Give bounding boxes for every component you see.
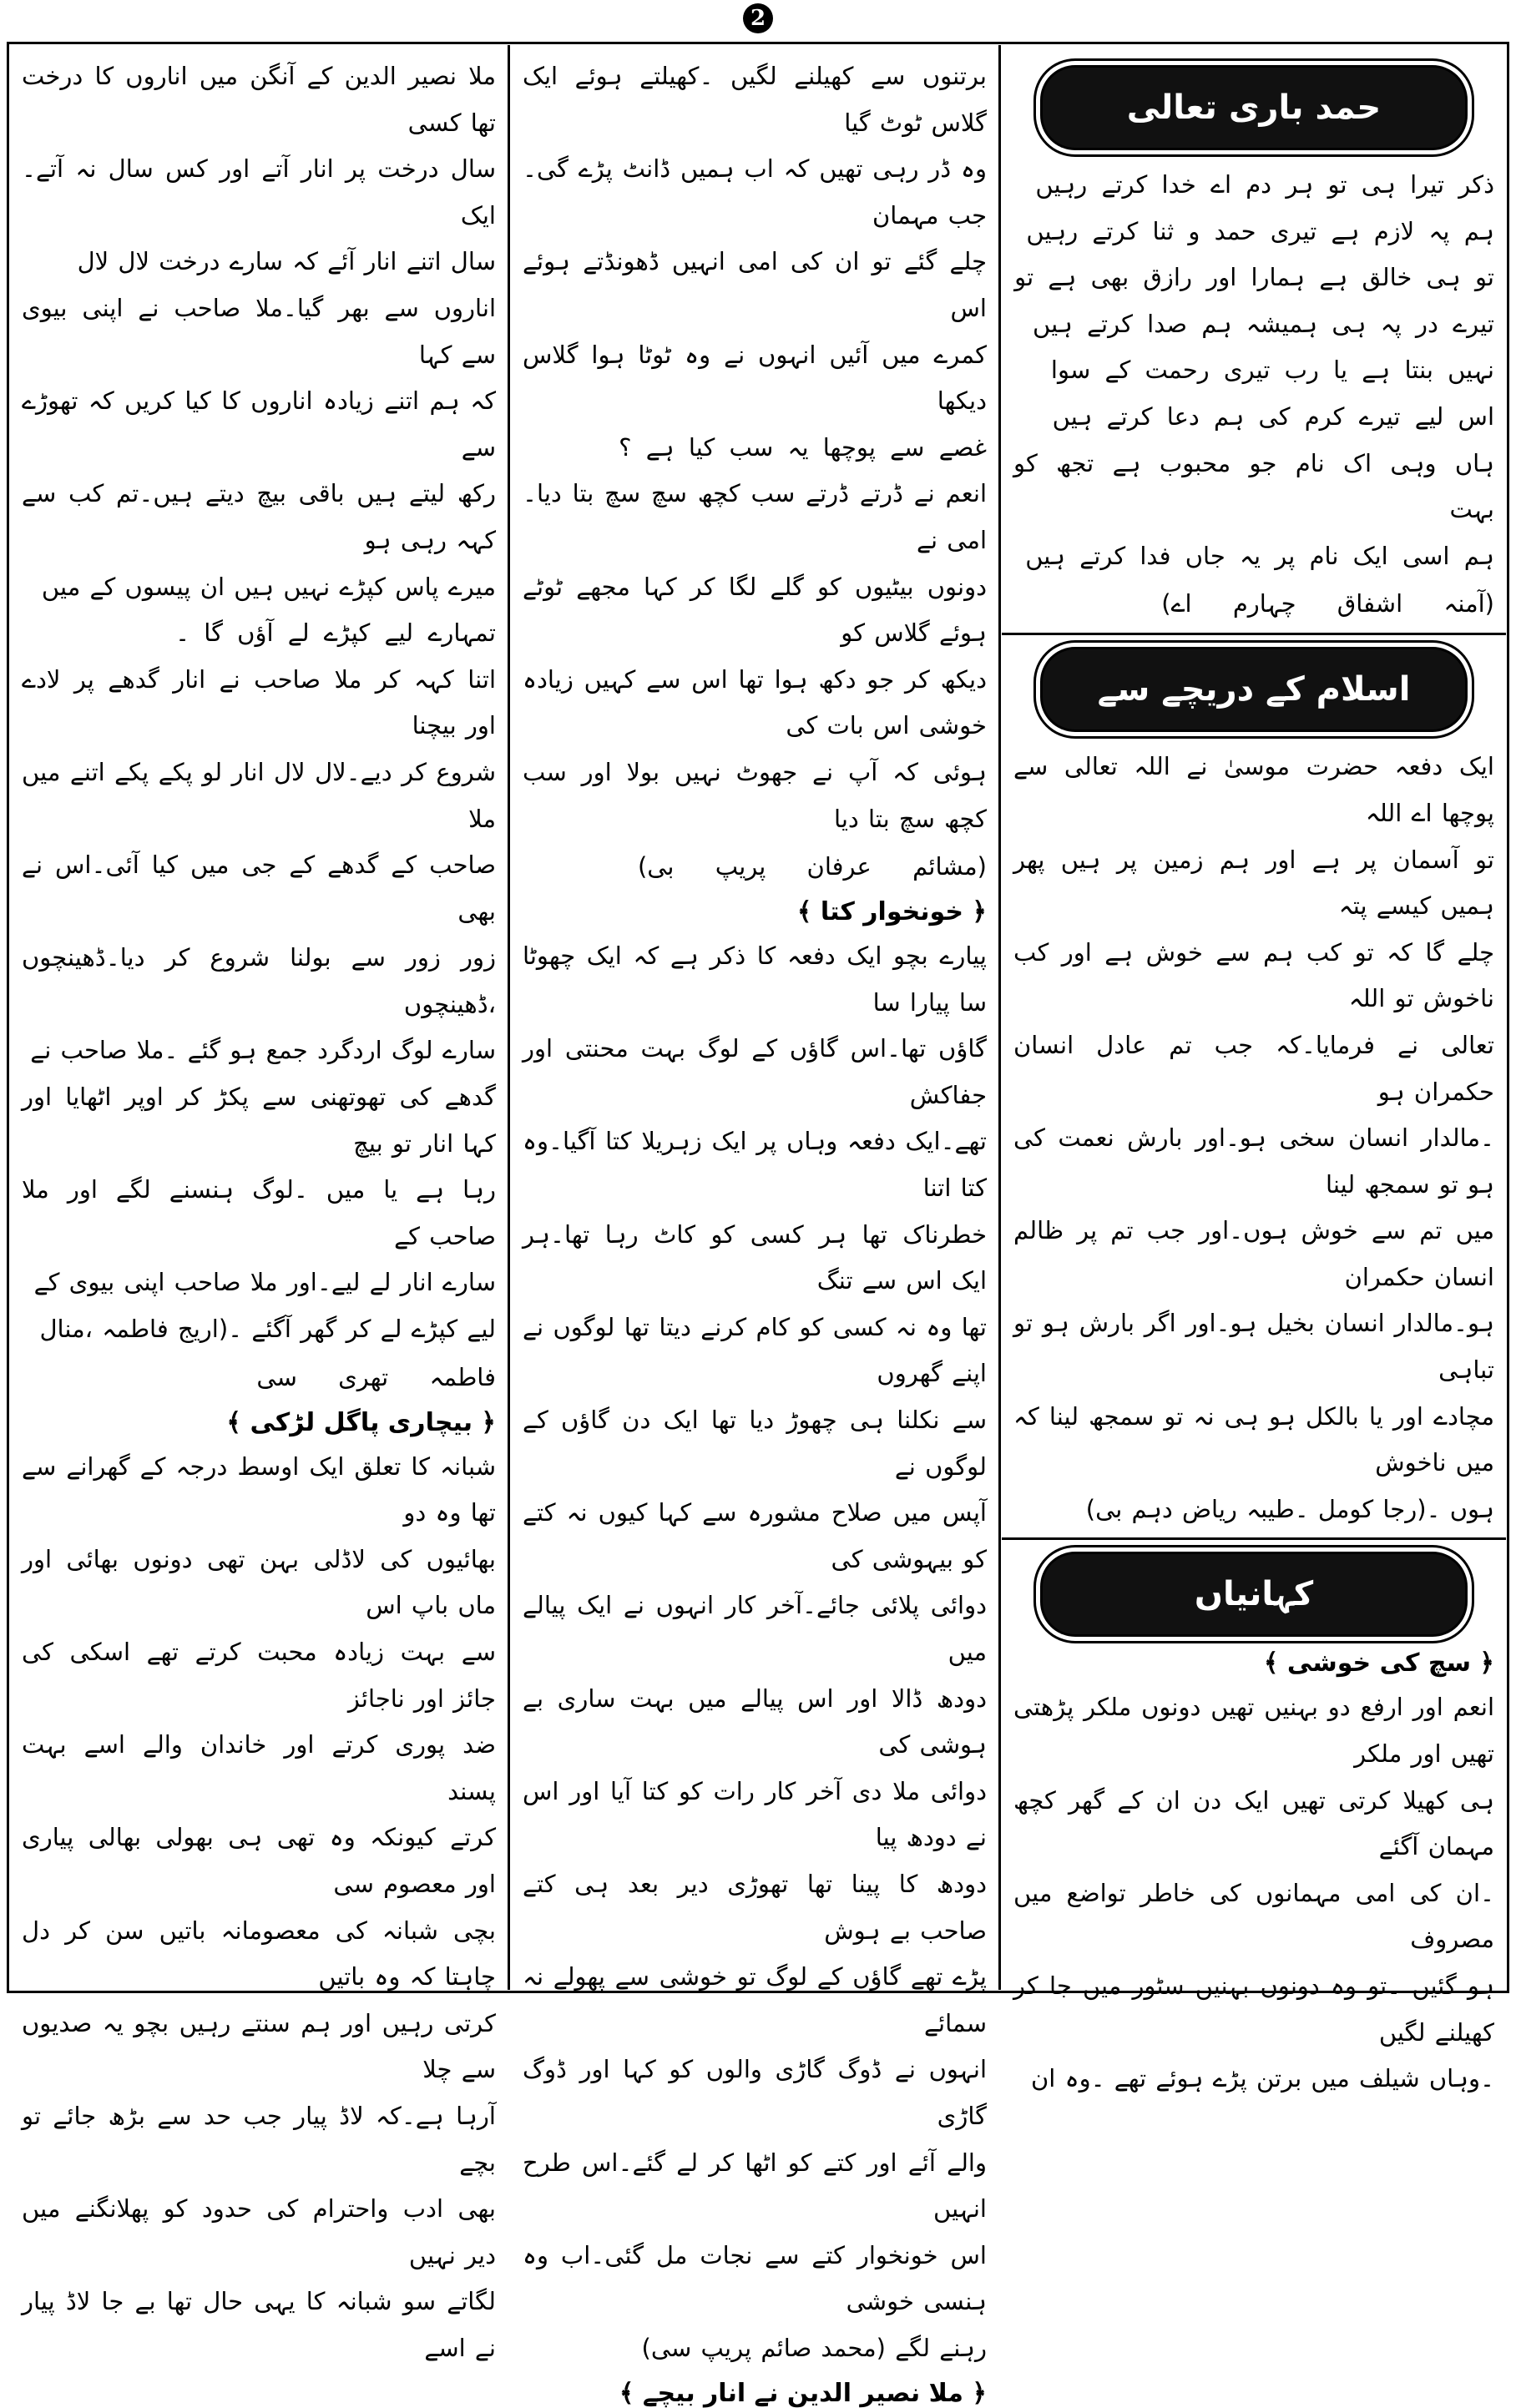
hamd-poem <box>1013 162 1494 579</box>
islam-article <box>1013 744 1494 1532</box>
story-line: سارے انار لے لیے۔اور ملا صاحب اپنی بیوی کے <box>33 1268 496 1297</box>
middle-column <box>511 45 998 2408</box>
story-line: ۔وہاں شیلف میں برتن پڑے ہوئے تھے ۔وہ ان <box>1031 2064 1494 2093</box>
poem-line: اس لیے تیرے کرم کی ہم دعا کرتے ہیں <box>1052 401 1494 431</box>
poem-line: ذکر تیرا ہی تو ہر دم اے خدا کرتے رہیں <box>1035 170 1494 199</box>
story-body <box>1013 1684 1494 2102</box>
page-number: 2 <box>743 3 773 33</box>
story-line: سے بہت زیادہ محبت کرتے تھے اسکی کی جائز اور ناجائز <box>22 1638 496 1713</box>
story-line: ہی کھیلا کرتی تھیں ایک دن ان کے گھر کچھ مہمان آگئے <box>1013 1785 1494 1861</box>
story-line: پڑے تھے گاؤں کے لوگ تو خوشی سے پھولے نہ سمائے <box>523 1962 987 2037</box>
story-line: کمرے میں آئیں انہوں نے وہ ٹوٹا ہوا گلاس دیکھا <box>523 340 987 416</box>
story-line: تمہارے لیے کپڑے لے آؤں گا ۔ <box>175 618 496 648</box>
story-body <box>523 53 987 842</box>
poem-line: ہاں وہی اک نام جو محبوب ہے تجھ کو بہت <box>1013 448 1494 524</box>
story-line: غصے سے پوچھا یہ سب کیا ہے ؟ <box>619 432 987 462</box>
story-line: دونوں بیٹیوں کو گلے لگا کر کہا مجھے ٹوٹے ہوئے گلاس کو <box>523 572 987 648</box>
story-line: برتنوں سے کھیلنے لگیں ۔کھیلتے ہوئے ایک گلاس ٹوٹ گیا <box>523 62 987 137</box>
story-title <box>22 1408 496 1437</box>
article-line: ایک دفعہ حضرت موسیٰ نے اللہ تعالی سے پوچھا اے اللہ <box>1013 752 1494 827</box>
poem-credit: (آمنہ اشفاق چہارم اے) <box>1161 589 1494 618</box>
story-line: دودھ کا پینا تھا تھوڑی دیر بعد ہی کتے صاحب بے ہوش <box>523 1869 987 1945</box>
story-line: چلے گئے تو ان کی امی انہیں ڈھونڈتے ہوئے اس <box>523 247 987 322</box>
poem-line: نہیں بنتا ہے یا رب تیری رحمت کے سوا <box>1050 356 1494 385</box>
story-line: وہ ڈر رہی تھیں کہ اب ہمیں ڈانٹ پڑے گی۔جب مہمان <box>523 154 987 230</box>
story-line: سارے لوگ اردگرد جمع ہو گئے ۔ملا صاحب نے <box>30 1036 496 1065</box>
ornament-bracket: ﴿ <box>972 897 987 927</box>
article-line: تعالی نے فرمایا۔کہ جب تم عادل انسان حکمران ہو <box>1013 1030 1494 1106</box>
story-line: دوائی ملا دی آخر کار رات کو کتا آیا اور اس نے دودھ پیا <box>523 1776 987 1852</box>
article-line: مچادے اور یا بالکل ہو ہی نہ تو سمجھ لینا کہ میں ناخوش <box>1013 1401 1494 1477</box>
story-line: ۔ان کی امی مہمانوں کی خاطر تواضع میں مصروف <box>1013 1878 1494 1954</box>
story-line: والے آئے اور کتے کو اٹھا کر لے گئے۔اس طرح انہیں <box>523 2148 987 2224</box>
story-title <box>523 897 987 926</box>
story-title <box>1013 1648 1494 1678</box>
story-line: ضد پوری کرتے اور خاندان والے اسے بہت پسند <box>22 1730 496 1805</box>
stories-banner: کہانیاں <box>1040 1552 1468 1637</box>
story-body <box>22 53 496 1401</box>
story-credit: (مشائم عرفان پریپ بی) <box>637 852 987 881</box>
story-line: ہوئی کہ آپ نے جھوٹ نہیں بولا اور سب کچھ سچ بتا دیا <box>523 757 987 833</box>
story-line: دوائی پلائی جائے۔آخر کار انہوں نے ایک پیالے میں <box>523 1591 987 1666</box>
left-column <box>10 45 508 2362</box>
story-line: رہنے لگے (محمد صائم پریپ سی) <box>641 2333 987 2362</box>
story-title-text: ملا نصیر الدین نے انار بیچے <box>642 2378 963 2408</box>
story-line: آپس میں صلاح مشورہ سے کہا کیوں نہ کتے کو بیہوشی کی <box>523 1498 987 1573</box>
poem-line: ہم پہ لازم ہے تیری حمد و ثنا کرتے رہیں <box>1026 216 1494 245</box>
islam-banner: اسلام کے دریچے سے <box>1040 647 1468 732</box>
story-title <box>523 2379 987 2408</box>
story-line: خطرناک تھا ہر کسی کو کاٹ رہا تھا۔ہر ایک اس سے تنگ <box>523 1219 987 1295</box>
story-line: ملا نصیر الدین کے آنگن میں اناروں کا درخت تھا کسی <box>22 62 496 137</box>
section-divider <box>1002 1537 1506 1540</box>
story-line: بھی ادب واحترام کی حدود کو پھلانگنے میں دیر نہیں <box>22 2194 496 2269</box>
story-line: تھا وہ نہ کسی کو کام کرنے دیتا تھا لوگوں نے اپنے گھروں <box>523 1312 987 1388</box>
story-line: گاؤں تھا۔اس گاؤں کے لوگ بہت محنتی اور جفاکش <box>523 1034 987 1109</box>
story-line: دیکھ کر جو دکھ ہوا تھا اس سے کہیں زیادہ خوشی اس بات کی <box>523 664 987 740</box>
story-line: بھائیوں کی لاڈلی بہن تھی دونوں بھائی اور ماں باپ اس <box>22 1544 496 1620</box>
story-line: رکھ لیتے ہیں باقی بیچ دیتے ہیں۔تم کب سے کہہ رہی ہو <box>22 479 496 554</box>
story-line: سال درخت پر انار آتے اور کس سال نہ آتے۔ایک <box>22 154 496 230</box>
story-title-text: سچ کی خوشی <box>1286 1648 1471 1679</box>
hamd-banner: حمد باری تعالی <box>1040 65 1468 150</box>
story-line: پیارے بچو ایک دفعہ کا ذکر ہے کہ ایک چھوٹا سا پیارا سا <box>523 941 987 1017</box>
article-line: چلے گا کہ تو کب ہم سے خوش ہے اور کب ناخوش تو اللہ <box>1013 937 1494 1013</box>
story-line: تھے۔ایک دفعہ وہاں پر ایک زہریلا کتا آگیا۔وہ کتا اتنا <box>523 1127 987 1203</box>
story-line: شروع کر دیے۔لال لال انار لو پکے پکے اتنے میں ملا <box>22 757 496 833</box>
story-line: اتنا کہہ کر ملا صاحب نے انار گدھے پر لادے اور بیچنا <box>22 664 496 740</box>
story-line: زور زور سے بولنا شروع کر دیا۔ڈھینچوں ،ڈھینچوں <box>22 943 496 1018</box>
article-line: ہو۔مالدار انسان بخیل ہو۔اور اگر بارش ہو تو تباہی <box>1013 1309 1494 1385</box>
ornament-bracket: ﴾ <box>619 2378 634 2408</box>
story-line: دودھ ڈالا اور اس پیالے میں بہت ساری بے ہوشی کی <box>523 1684 987 1759</box>
right-column <box>1002 45 1506 2093</box>
ornament-bracket: ﴿ <box>481 1407 496 1437</box>
story-body <box>22 1444 496 2372</box>
story-line: آرہا ہے۔کہ لاڈ پیار جب حد سے بڑھ جائے تو بچے <box>22 2101 496 2177</box>
story-line: میرے پاس کپڑے نہیں ہیں ان پیسوں کے میں <box>41 572 496 601</box>
story-line: انہوں نے ڈوگ گاڑی والوں کو کہا اور ڈوگ گاڑی <box>523 2055 987 2130</box>
story-line: شبانہ کا تعلق ایک اوسط درجہ کے گھرانے سے تھا وہ دو <box>22 1451 496 1527</box>
story-line: اس خونخوار کتے سے نجات مل گئی۔اب وہ ہنسی خوشی <box>523 2240 987 2316</box>
story-line: صاحب کے گدھے کے جی میں کیا آئی۔اس نے بھی <box>22 851 496 926</box>
story-line: بچی شبانہ کی معصومانہ باتیں سن کر دل چاہتا کہ وہ باتیں <box>22 1916 496 1992</box>
column-divider-right <box>998 45 1001 1990</box>
story-line: لگاتے سو شبانہ کا یہی حال تھا بے جا لاڈ پیار نے اسے <box>22 2287 496 2362</box>
story-line: ہو گئیں ۔تو وہ دونوں بہنیں سٹور میں جا کر کھیلنے لگیں <box>1013 1971 1494 2047</box>
poem-line: تو ہی خالق ہے ہمارا اور رازق بھی ہے تو <box>1014 263 1494 292</box>
ornament-bracket: ﴿ <box>972 2378 987 2408</box>
poem-line: ہم اسی ایک نام پر یہ جاں فدا کرتے ہیں <box>1025 541 1494 570</box>
story-body <box>523 933 987 2371</box>
story-credit: فاطمہ تھری سی <box>256 1362 496 1391</box>
article-line: ۔مالدار انسان سخی ہو۔اور بارش نعمت کی ہو تو سمجھ لینا <box>1013 1123 1494 1199</box>
story-line: سال اتنے انار آئے کہ سارے درخت لال لال <box>77 247 496 276</box>
story-line: لیے کپڑے لے کر گھر آگئے ۔(اریج فاطمہ ،منال <box>39 1315 496 1344</box>
story-title-text: بیچاری پاگل لڑکی <box>250 1407 472 1437</box>
story-line: گدھے کی تھوتھنی سے پکڑ کر اوپر اٹھایا اور کہا انار تو بیچ <box>22 1083 496 1158</box>
story-line: انعم اور ارفع دو بہنیں تھیں دونوں ملکر پڑھتی تھیں اور ملکر <box>1013 1693 1494 1769</box>
story-line: انعم نے ڈرتے ڈرتے سب کچھ سچ سچ بتا دیا۔امی نے <box>523 479 987 554</box>
ornament-bracket: ﴾ <box>796 897 812 927</box>
article-line: ہوں ۔(رجا کومل ۔طیبہ ریاض دہم بی) <box>1085 1494 1494 1523</box>
story-line: کرتی رہیں اور ہم سنتے رہیں بچو یہ صدیوں سے چلا <box>22 2008 496 2084</box>
ornament-bracket: ﴾ <box>1263 1648 1279 1679</box>
section-divider <box>1002 633 1506 635</box>
article-line: میں تم سے خوش ہوں۔اور جب تم پر ظالم انسان حکمران <box>1013 1216 1494 1291</box>
article-line: تو آسمان پر ہے اور ہم زمین پر ہیں پھر ہمیں کیسے پتہ <box>1013 845 1494 921</box>
story-line: کرتے کیونکہ وہ تھی ہی بھولی بھالی پیاری اور معصوم سی <box>22 1823 496 1898</box>
story-line: رہا ہے یا میں ۔لوگ ہنسنے لگے اور ملا صاحب کے <box>22 1175 496 1250</box>
ornament-bracket: ﴿ <box>1479 1648 1494 1679</box>
column-divider-left <box>508 45 510 1990</box>
story-title-text: خونخوار کتا <box>820 897 963 927</box>
story-line: سے نکلنا ہی چھوڑ دیا تھا ایک دن گاؤں کے لوگوں نے <box>523 1406 987 1481</box>
poem-line: تیرے در پہ ہی ہمیشہ ہم صدا کرتے ہیں <box>1033 309 1494 338</box>
story-line: کہ ہم اتنے زیادہ اناروں کا کیا کریں کہ تھوڑے سے <box>22 386 496 462</box>
story-line: اناروں سے بھر گیا۔ملا صاحب نے اپنی بیوی سے کہا <box>22 293 496 369</box>
ornament-bracket: ﴾ <box>226 1407 241 1437</box>
